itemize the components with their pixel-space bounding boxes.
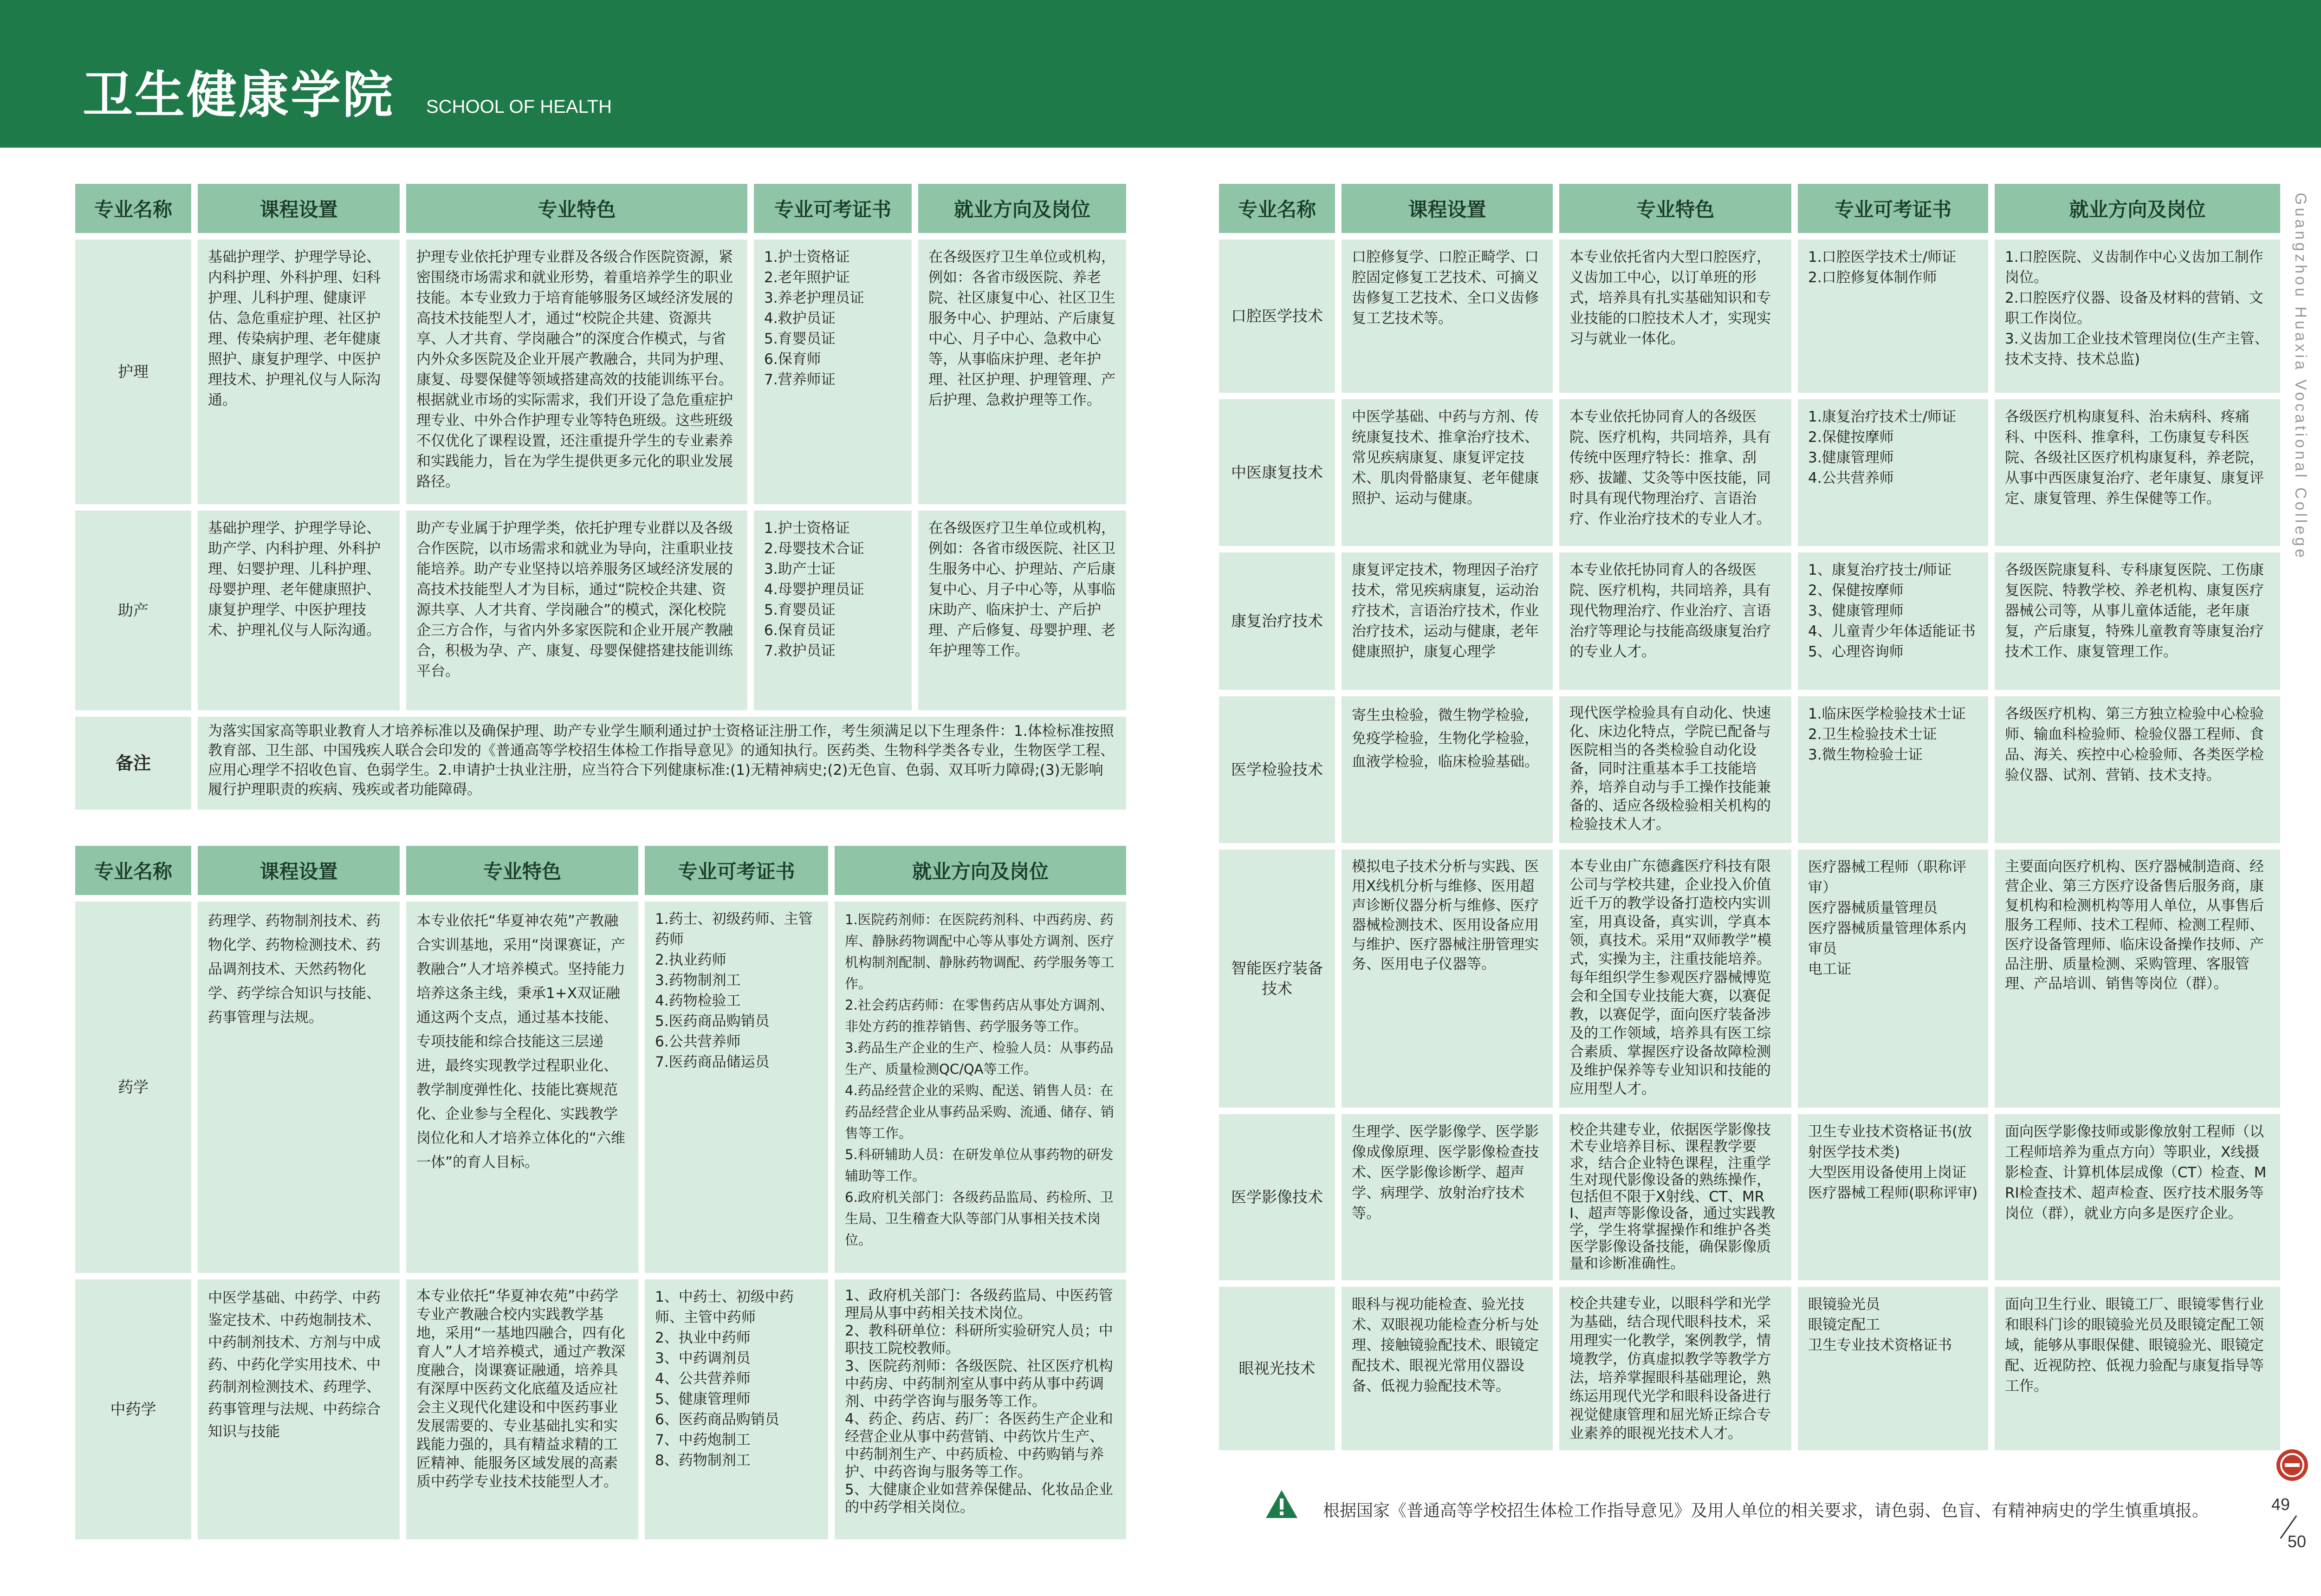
cert-item: 3.药物制剂工 <box>655 972 741 989</box>
col-header-major: 专业名称 <box>75 184 191 233</box>
certs-cell <box>645 902 828 1273</box>
cert-item: 7、中药炮制工 <box>655 1432 751 1448</box>
page-title: 卫生健康学院 <box>83 66 395 124</box>
cert-item: 8、药物制剂工 <box>655 1452 751 1469</box>
courses-cell: 基础护理学、护理学导论、助产学、内科护理、外科护理、妇婴护理、儿科护理、母婴护理、老年健康照护、康复护理学、中医护理技术、护理礼仪与人际沟通。 <box>198 511 400 710</box>
table-row <box>1219 696 2280 843</box>
job-item: 5、大健康企业如营养保健品、化妆品企业的中药学相关岗位。 <box>845 1481 1113 1516</box>
col-header-certs: 专业可考证书 <box>1798 184 1988 233</box>
cert-item: 1.临床医学检验技术士证 <box>1808 706 1966 722</box>
major-name: 中药学 <box>75 1279 191 1539</box>
cert-item: 1.护士资格证 <box>764 520 850 537</box>
cert-item: 1.康复治疗技术士/师证 <box>1808 409 1957 425</box>
note-row <box>75 717 1126 810</box>
features-cell: 现代医学检验具有自动化、快速化、床边化特点，学院已配备与医院相当的各类检验自动化设备，同时注重基本手工技能培养，培养自动与手工操作技能兼备的、适应各级检验相关机构的检验技术人才。 <box>1559 696 1791 843</box>
jobs-cell: 在各级医疗卫生单位或机构，例如：各省市级医院、养老院、社区康复中心、社区卫生服务中心、护理站、产后康复中心、月子中心、急救中心等，从事临床护理、老年护理、社区护理、护理管理、产后护理、急救护理等工作。 <box>918 240 1126 504</box>
table-row <box>1219 850 2280 1108</box>
major-name: 医学影像技术 <box>1219 1114 1335 1280</box>
job-item: 2.口腔医疗仪器、设备及材料的营销、文职工作岗位。 <box>2005 290 2263 327</box>
cert-item: 3.微生物检验士证 <box>1808 746 1923 763</box>
cert-item: 大型医用设备使用上岗证医疗器械工程师(职称评审) <box>1808 1164 1978 1201</box>
table-header-row <box>75 184 1126 233</box>
courses-cell: 模拟电子技术分析与实践、医用X线机分析与维修、医用超声诊断仪器分析与维修、医疗器械检测技术、医用设备应用与维护、医疗器械注册管理实务、医用电子仪器等。 <box>1342 850 1553 1108</box>
job-item: 1、政府机关部门：各级药监局、中医药管理局从事中药相关技术岗位。 <box>845 1287 1113 1322</box>
cert-item: 3.健康管理师 <box>1808 449 1894 466</box>
features-cell: 护理专业依托护理专业群及各级合作医院资源，紧密围绕市场需求和就业形势，着重培养学生的职业技能。本专业致力于培育能够服务区域经济发展的高技术技能型人才，通过“校院企共建、资源共享、人才共育、学岗融合”的深度合作模式，与省内外众多医院及企业开展产教融合，共同为护理、康复、母婴保健等领域搭建高效的技能训练平台。根据就业市场的实际需求，我们开设了急危重症护理专业、中外合作护理专业等特色班级。这些班级不仅优化了课程设置，还注重提升学生的专业素养和实践能力，旨在为学生提供更多元化的职业发展路径。 <box>406 240 747 504</box>
features-cell: 校企共建专业，依据医学影像技术专业培养目标、课程教学要求，结合企业特色课程，注重学生对现代影像设备的熟练操作，包括但不限于X射线、CT、MRI、超声等影像设备，通过实践教学，学生将掌握操作和维护各类医学影像设备技能，确保影像质量和诊断准确性。 <box>1559 1114 1791 1280</box>
cert-item: 眼镜验光员 <box>1808 1296 1880 1313</box>
table-header-row <box>75 846 1126 895</box>
cert-item: 2.口腔修复体制作师 <box>1808 269 1937 286</box>
cert-item: 7.救护员证 <box>764 642 836 659</box>
courses-cell: 中医学基础、中药与方剂、传统康复技术、推拿治疗技术、常见疾病康复、康复评定技术、肌肉骨骼康复、老年健康照护、运动与健康。 <box>1342 399 1553 546</box>
cert-item: 6.保育师 <box>764 351 821 368</box>
features-cell: 本专业依托协同育人的各级医院、医疗机构，共同培养，具有现代物理治疗、作业治疗、言语治疗等理论与技能高级康复治疗的专业人才。 <box>1559 552 1791 690</box>
certs-cell <box>1798 552 1988 690</box>
job-item: 4.药品经营企业的采购、配送、销售人员：在药品经营企业从事药品采购、流通、储存、销售等工作。 <box>845 1083 1115 1141</box>
col-header-major: 专业名称 <box>1219 184 1335 233</box>
cert-item: 医疗器械质量管理员 <box>1808 900 1938 916</box>
job-item: 3.药品生产企业的生产、检验人员：从事药品生产、质量检测QC/QA等工作。 <box>845 1040 1114 1077</box>
major-name: 护理 <box>75 240 191 504</box>
col-header-features: 专业特色 <box>406 846 638 895</box>
table-nursing <box>69 177 1133 816</box>
cert-item: 医疗器械质量管理体系内审员 <box>1808 920 1966 957</box>
col-header-certs: 专业可考证书 <box>754 184 912 233</box>
cert-item: 5.育婴员证 <box>764 602 836 618</box>
cert-item: 医疗器械工程师（职称评审） <box>1808 859 1966 896</box>
cert-item: 2.老年照护证 <box>764 269 850 286</box>
col-header-jobs: 就业方向及岗位 <box>918 184 1126 233</box>
table-medical-tech <box>1212 177 2287 1457</box>
jobs-cell <box>835 902 1126 1273</box>
table-row <box>75 240 1126 504</box>
footer-notice: 根据国家《普通高等学校招生体检工作指导意见》及用人单位的相关要求，请色弱、色盲、有精神病史的学生慎重填报。 <box>1323 1501 2209 1520</box>
header-banner <box>0 0 2321 148</box>
certs-cell <box>1798 240 1988 393</box>
table-row <box>1219 1287 2280 1450</box>
major-name: 药学 <box>75 902 191 1273</box>
cert-item: 4.公共营养师 <box>1808 470 1894 487</box>
job-item: 5.科研辅助人员：在研发单位从事药物的研发辅助等工作。 <box>845 1147 1114 1184</box>
courses-cell: 生理学、医学影像学、医学影像成像原理、医学影像检查技术、医学影像诊断学、超声学、病理学、放射治疗技术等。 <box>1342 1114 1553 1280</box>
cert-item: 7.医药商品储运员 <box>655 1054 770 1070</box>
cert-item: 6、医药商品购销员 <box>655 1411 779 1428</box>
col-header-features: 专业特色 <box>1559 184 1791 233</box>
courses-cell: 基础护理学、护理学导论、内科护理、外科护理、妇科护理、儿科护理、健康评估、急危重症护理、社区护理、传染病护理、老年健康照护、康复护理学、中医护理技术、护理礼仪与人际沟通。 <box>198 240 400 504</box>
cert-item: 3.助产士证 <box>764 561 836 577</box>
job-item: 4、药企、药店、药厂：各医药生产企业和经营企业从事中药营销、中药饮片生产、中药制剂生产、中药质检、中药购销与养护、中药咨询与服务等工作。 <box>845 1411 1113 1480</box>
college-logo-icon <box>2275 1447 2310 1483</box>
cert-item: 1、中药士、初级中药师、主管中药师 <box>655 1289 794 1326</box>
warning-icon <box>1265 1489 1298 1519</box>
col-header-jobs: 就业方向及岗位 <box>1995 184 2280 233</box>
certs-cell <box>1798 696 1988 843</box>
table-header-row <box>1219 184 2280 233</box>
major-name: 医学检验技术 <box>1219 696 1335 843</box>
job-item: 2.社会药店药师：在零售药店从事处方调剂、非处方药的推荐销售、药学服务等工作。 <box>845 997 1114 1034</box>
cert-item: 7.营养师证 <box>764 371 836 388</box>
features-cell: 本专业由广东德鑫医疗科技有限公司与学校共建，企业投入价值近千万的教学设备打造校内实训室，用真设备，真实训，学真本领，真技术。采用“双师教学”模式，实操为主，注重技能培养。每年组织学生参观医疗器械博览会和全国专业技能大赛，以赛促教，以赛促学，面向医疗装备涉及的工作领域，培养具有医工综合素质、掌握医疗设备故障检测及维护保养等专业知识和技能的应用型人才。 <box>1559 850 1791 1108</box>
cert-item: 2、执业中药师 <box>655 1330 751 1346</box>
certs-cell <box>1798 1114 1988 1280</box>
cert-item: 2.卫生检验技术士证 <box>1808 726 1937 743</box>
cert-item: 2.母婴技术合证 <box>764 540 864 557</box>
col-header-jobs: 就业方向及岗位 <box>835 846 1126 895</box>
jobs-cell: 面向医学影像技师或影像放射工程师（以工程师培养为重点方向）等职业，X线摄影检查、计算机体层成像（CT）检查、MRI检查技术、超声检查、医疗技术服务等岗位（群），就业方向多是医疗企业。 <box>1995 1114 2280 1280</box>
certs-cell <box>645 1279 828 1539</box>
features-cell: 本专业依托“华夏神农苑”产教融合实训基地，采用“岗课赛证，产教融合”人才培养模式。坚持能力培养这条主线，秉承1+X双证融通这两个支点，通过基本技能、专项技能和综合技能这三层递进，最终实现教学过程职业化、教学制度弹性化、技能比赛规范化、企业参与全程化、实践教学岗位化和人才培养立体化的“六维一体”的育人目标。 <box>406 902 638 1273</box>
major-name: 口腔医学技术 <box>1219 240 1335 393</box>
cert-item: 4.药物检验工 <box>655 993 741 1009</box>
job-item: 3.义齿加工企业技术管理岗位(生产主管、技术支持、技术总监) <box>2005 331 2269 368</box>
jobs-cell: 面向卫生行业、眼镜工厂、眼镜零售行业和眼科门诊的眼镜验光员及眼镜定配工领域，能够从事眼保健、眼镜验光、眼镜定配、近视防控、低视力验配与康复指导等工作。 <box>1995 1287 2280 1450</box>
features-cell: 本专业依托“华夏神农苑”中药学专业产教融合校内实践教学基地，采用“一基地四融合，四有化育人”人才培养模式，通过产教深度融合，岗课赛证融通，培养具有深厚中医药文化底蕴及适应社会主义现代化建设和中医药事业发展需要的、专业基础扎实和实践能力强的，具有精益求精的工匠精神、能服务区域发展的高素质中药学专业技术技能型人才。 <box>406 1279 638 1539</box>
page-subtitle: SCHOOL OF HEALTH <box>426 97 612 117</box>
cert-item: 4、公共营养师 <box>655 1370 751 1387</box>
major-name: 智能医疗装备技术 <box>1219 850 1335 1108</box>
major-name: 眼视光技术 <box>1219 1287 1335 1450</box>
cert-item: 5、健康管理师 <box>655 1391 751 1408</box>
cert-item: 1.口腔医学技术士/师证 <box>1808 249 1957 266</box>
jobs-cell: 各级医院康复科、专科康复医院、工伤康复医院、特教学校、养老机构、康复医疗器械公司等，从事儿童体适能，老年康复，产后康复，特殊儿童教育等康复治疗技术工作、康复管理工作。 <box>1995 552 2280 690</box>
job-item: 2、教科研单位：科研所实验研究人员；中职技工院校教师。 <box>845 1323 1113 1357</box>
cert-item: 1.药士、初级药师、主管药师 <box>655 911 813 948</box>
table-row <box>1219 1114 2280 1280</box>
cert-item: 电工证 <box>1808 961 1851 978</box>
major-name: 助产 <box>75 511 191 710</box>
features-cell: 助产专业属于护理学类，依托护理专业群以及各级合作医院，以市场需求和就业为导向，注重职业技能培养。助产专业坚持以培养服务区域经济发展的高技术技能型人才为目标，通过“院校企共建、资源共享、人才共育、学岗融合”的模式，深化校院企三方合作，与省内外多家医院和企业开展产教融合，积极为孕、产、康复、母婴保健搭建技能训练平台。 <box>406 511 747 710</box>
major-name: 中医康复技术 <box>1219 399 1335 546</box>
col-header-courses: 课程设置 <box>198 184 400 233</box>
note-label: 备注 <box>75 717 191 810</box>
jobs-cell: 各级医疗机构康复科、治未病科、疼痛科、中医科、推拿科，工伤康复专科医院、各级社区医疗机构康复科，养老院，从事中西医康复治疗、老年康复、康复评定、康复管理、养生保健等工作。 <box>1995 399 2280 546</box>
cert-item: 3、中药调剂员 <box>655 1350 751 1367</box>
table-row <box>75 902 1126 1273</box>
page-number-left: 49 <box>2271 1495 2290 1514</box>
cert-item: 1、康复治疗技士/师证 <box>1808 562 1952 578</box>
courses-cell: 口腔修复学、口腔正畸学、口腔固定修复工艺技术、可摘义齿修复工艺技术、全口义齿修复工艺技术等。 <box>1342 240 1553 393</box>
note-text: 为落实国家高等职业教育人才培养标准以及确保护理、助产专业学生顺利通过护士资格证注册工作，考生须满足以下生理条件：1.体检标准按照教育部、卫生部、中国残疾人联合会印发的《普通高等学校招生体检工作指导意见》的通知执行。医药类、生物科学类各专业，生物医学工程、应用心理学不招收色盲、色弱学生。2.申请护士执业注册，应当符合下列健康标准:(1)无精神病史;(2)无色盲、色弱、双耳听力障碍;(3)无影响履行护理职责的疾病、残疾或者功能障碍。 <box>198 717 1126 810</box>
side-college-name: Guangzhou Huaxia Vocational College <box>2292 193 2309 561</box>
job-item: 3、医院药剂师：各级医院、社区医疗机构中药房、中药制剂室从事中药从事中药调剂、中药学咨询与服务等工作。 <box>845 1358 1113 1410</box>
col-header-certs: 专业可考证书 <box>645 846 828 895</box>
cert-item: 3.养老护理员证 <box>764 290 864 306</box>
cert-item: 5.医药商品购销员 <box>655 1013 770 1030</box>
cert-item: 卫生专业技术资格证书 <box>1808 1337 1952 1354</box>
table-pharmacy <box>69 839 1133 1546</box>
jobs-cell: 各级医疗机构、第三方独立检验中心检验师、输血科检验师、检验仪器工程师、食品、海关、疾控中心检验师、各类医学检验仪器、试剂、营销、技术支持。 <box>1995 696 2280 843</box>
page-number-right: 50 <box>2288 1532 2307 1551</box>
cert-item: 2.保健按摩师 <box>1808 429 1894 446</box>
features-cell: 本专业依托省内大型口腔医疗，义齿加工中心，以订单班的形式，培养具有扎实基础知识和专业技能的口腔技术人才，实现实习与就业一体化。 <box>1559 240 1791 393</box>
certs-cell <box>1798 399 1988 546</box>
cert-item: 2.执业药师 <box>655 952 726 968</box>
cert-item: 6.公共营养师 <box>655 1033 741 1050</box>
cert-item: 3、健康管理师 <box>1808 603 1904 619</box>
cert-item: 4、儿童青少年体适能证书 <box>1808 623 1976 640</box>
cert-item: 6.保育员证 <box>764 622 836 639</box>
col-header-courses: 课程设置 <box>198 846 400 895</box>
jobs-cell <box>1995 240 2280 393</box>
features-cell: 本专业依托协同育人的各级医院、医疗机构，共同培养，具有传统中医理疗特长：推拿、刮痧、拔罐、艾灸等中医技能，同时具有现代物理治疗、言语治疗、作业治疗技术的专业人才。 <box>1559 399 1791 546</box>
courses-cell: 康复评定技术，物理因子治疗技术，常见疾病康复，运动治疗技术，言语治疗技术，作业治疗技术，运动与健康，老年健康照护，康复心理学 <box>1342 552 1553 690</box>
features-cell: 校企共建专业，以眼科学和光学为基础，结合现代眼科技术，采用理实一化教学，案例教学，情境教学，仿真虚拟教学等教学方法，培养掌握眼科基础理论，熟练运用现代光学和眼科设备进行视觉健康管理和屈光矫正综合专业素养的眼视光技术人才。 <box>1559 1287 1791 1450</box>
col-header-courses: 课程设置 <box>1342 184 1553 233</box>
table-row <box>75 1279 1126 1539</box>
jobs-cell <box>835 1279 1126 1539</box>
courses-cell: 中医学基础、中药学、中药鉴定技术、中药炮制技术、中药制剂技术、方剂与中成药、中药化学实用技术、中药制剂检测技术、药理学、药事管理与法规、中药综合知识与技能 <box>198 1279 400 1539</box>
cert-item: 2、保健按摩师 <box>1808 582 1904 599</box>
cert-item: 4.救护员证 <box>764 310 836 327</box>
cert-item: 5、心理咨询师 <box>1808 643 1904 660</box>
jobs-cell: 主要面向医疗机构、医疗器械制造商、经营企业、第三方医疗设备售后服务商，康复机构和检测机构等用人单位，从事售后服务工程师、技术工程师、检测工程师、医疗设备管理师、临床设备操作技师、产品注册、质量检测、采购管理、客服管理、产品培训、销售等岗位（群）。 <box>1995 850 2280 1108</box>
courses-cell: 眼科与视功能检查、验光技术、双眼视功能检查分析与处理、接触镜验配技术、眼镜定配技术、眼视光常用仪器设备、低视力验配技术等。 <box>1342 1287 1553 1450</box>
col-header-major: 专业名称 <box>75 846 191 895</box>
job-item: 1.口腔医院、义齿制作中心义齿加工制作岗位。 <box>2005 249 2263 286</box>
table-row <box>75 511 1126 710</box>
cert-item: 5.育婴员证 <box>764 331 836 347</box>
table-row <box>1219 399 2280 546</box>
certs-cell <box>754 240 912 504</box>
certs-cell <box>1798 850 1988 1108</box>
cert-item: 眼镜定配工 <box>1808 1317 1880 1333</box>
courses-cell: 寄生虫检验，微生物学检验,免疫学检验，生物化学检验，血液学检验，临床检验基础。 <box>1342 696 1553 843</box>
cert-item: 卫生专业技术资格证书(放射医学技术类) <box>1808 1123 1972 1161</box>
table-row <box>1219 240 2280 393</box>
certs-cell <box>1798 1287 1988 1450</box>
major-name: 康复治疗技术 <box>1219 552 1335 690</box>
courses-cell: 药理学、药物制剂技术、药物化学、药物检测技术、药品调剂技术、天然药物化学、药学综合知识与技能、药事管理与法规。 <box>198 902 400 1273</box>
table-row <box>1219 552 2280 690</box>
job-item: 6.政府机关部门：各级药品监局、药检所、卫生局、卫生稽查大队等部门从事相关技术岗位。 <box>845 1189 1114 1248</box>
cert-item: 1.护士资格证 <box>764 249 850 266</box>
cert-item: 4.母婴护理员证 <box>764 581 864 598</box>
jobs-cell: 在各级医疗卫生单位或机构，例如：各省市级医院、社区卫生服务中心、护理站、产后康复中心、月子中心等，从事临床助产、临床护士、产后护理、产后修复、母婴护理、老年护理等工作。 <box>918 511 1126 710</box>
col-header-features: 专业特色 <box>406 184 747 233</box>
certs-cell <box>754 511 912 710</box>
job-item: 1.医院药剂师：在医院药剂科、中西药房、药库、静脉药物调配中心等从事处方调剂、医疗机构制剂配制、静脉药物调配、药学服务等工作。 <box>845 912 1115 992</box>
